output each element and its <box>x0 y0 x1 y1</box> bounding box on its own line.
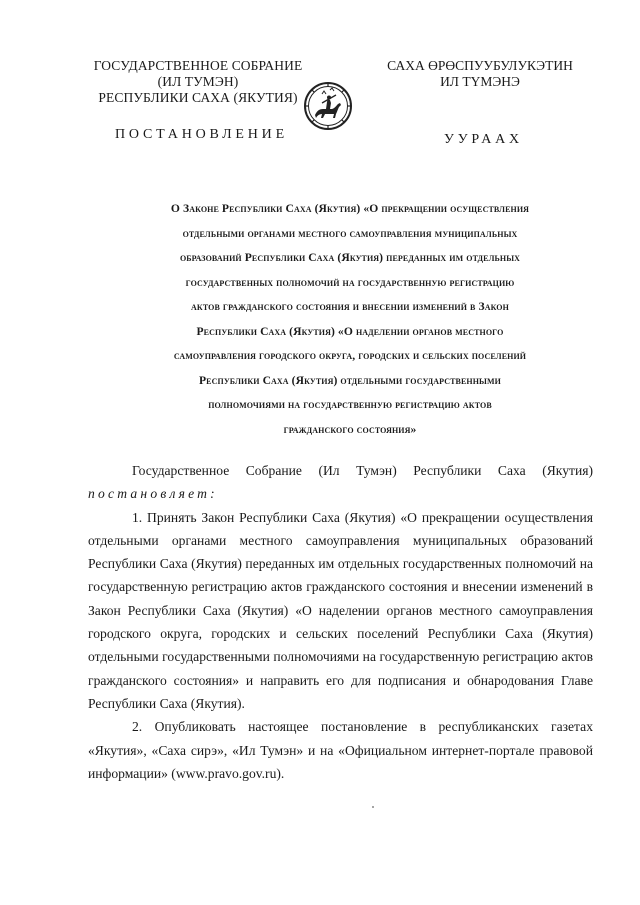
document-type-russian: ПОСТАНОВЛЕНИЕ <box>115 127 288 142</box>
document-type-yakut: УУРААХ <box>444 132 523 147</box>
resolution-body <box>88 459 593 785</box>
clause-2: 2. Опубликовать настоящее постановление в республиканских газетах «Якутия», «Саха сирэ», «Ил Тумэн» и на «Официальном интернет-портале правовой информации» (www.pravo.gov.ru). <box>88 719 593 781</box>
preamble: Государственное Собрание (Ил Тумэн) Республики Саха (Якутия) <box>132 463 593 478</box>
clause-1: 1. Принять Закон Республики Саха (Якутия) «О прекращении осуществления отдельными органами местного самоуправления муниципальных образований Республики Саха (Якутия) переданных им отдельных государственных полномочий на государственную регистрацию актов гражданского состояния и внесении изменений в Закон Республики Саха (Якутия) «О наделении органов местного самоуправления городского округа, городских и сельских поселений Республики Саха (Якутия) отдельными государственными полномочиями на государственную регистрацию актов гражданского состояния» и направить его для подписания и обнародования Главе Республики Саха (Якутия). <box>88 509 593 711</box>
title-line: Республики Саха (Якутия) «О наделении органов местного <box>196 324 504 338</box>
title-line: отдельными органами местного самоуправления муниципальных <box>182 226 518 240</box>
title-line: самоуправления городского округа, городских и сельских поселений <box>173 349 527 362</box>
issuer-line: ГОСУДАРСТВЕННОЕ СОБРАНИЕ <box>93 58 303 73</box>
issuer-line: ИЛ ТҮМЭНЭ <box>440 74 520 89</box>
title-line: образований Республики Саха (Якутия) переданных им отдельных <box>179 251 521 264</box>
title-line: гражданского состояния» <box>283 422 417 436</box>
title-line: полномочиями на государственную регистрацию актов <box>208 398 492 411</box>
issuer-name-russian <box>88 58 308 106</box>
coat-of-arms-icon <box>303 81 353 131</box>
issuer-line: САХА ӨРӨСПУУБУЛУКЭТИН <box>387 58 573 73</box>
issuer-name-yakut <box>382 58 578 90</box>
title-line: государственных полномочий на государственную регистрацию <box>185 275 515 289</box>
issuer-line: (ИЛ ТУМЭН) <box>157 74 239 89</box>
title-line: О Законе Республики Саха (Якутия) «О прекращении осуществления <box>170 202 530 215</box>
title-line: актов гражданского состояния и внесении изменений в Закон <box>191 300 509 313</box>
resolution-title <box>112 197 588 442</box>
title-line: Республики Саха (Якутия) отдельными государственными <box>199 373 501 387</box>
resolves-word: постановляет: <box>88 486 218 502</box>
scan-speck <box>372 806 374 808</box>
issuer-line: РЕСПУБЛИКИ САХА (ЯКУТИЯ) <box>98 90 298 105</box>
